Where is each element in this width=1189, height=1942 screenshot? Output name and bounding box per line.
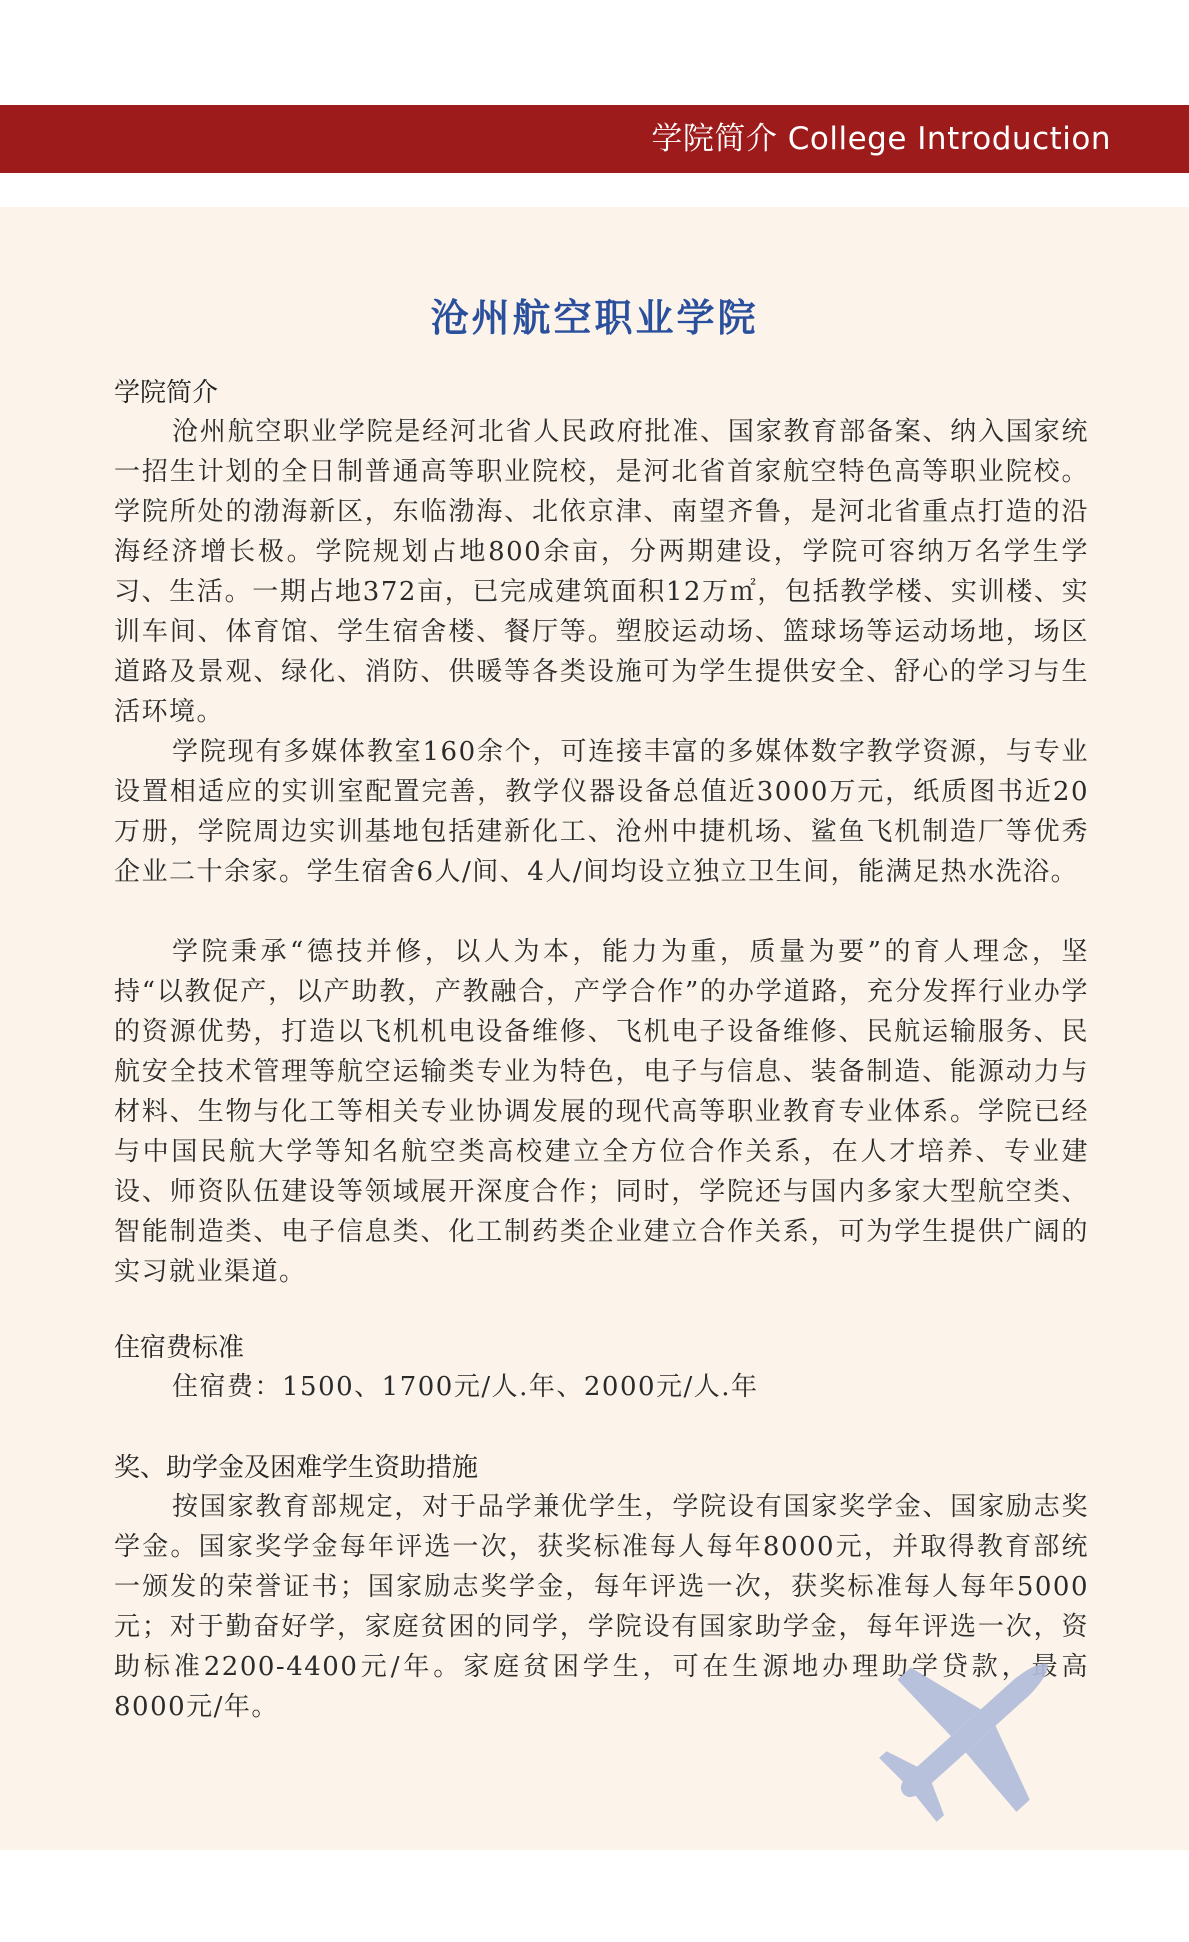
intro-paragraph-2: 学院现有多媒体教室160余个，可连接丰富的多媒体数字教学资源，与专业设置相适应的实训室配置完善，教学仪器设备总值近3000万元，纸质图书近20万册，学院周边实训基地包括建新化工、沧州中捷机场、鲨鱼飞机制造厂等优秀企业二十余家。学生宿舍6人/间、4人/间均设立独立卫生间，能满足热水洗浴。 (114, 737, 1089, 887)
intro-paragraph-1: 沧州航空职业学院是经河北省人民政府批准、国家教育部备案、纳入国家统一招生计划的全日制普通高等职业院校，是河北省首家航空特色高等职业院校。学院所处的渤海新区，东临渤海、北依京津、南望齐鲁，是河北省重点打造的沿海经济增长极。学院规划占地800余亩，分两期建设，学院可容纳万名学生学习、生活。一期占地372亩，已完成建筑面积12万㎡，包括教学楼、实训楼、实训车间、体育馆、学生宿舍楼、餐厅等。塑胶运动场、篮球场等运动场地，场区道路及景观、绿化、消防、供暖等各类设施可为学生提供安全、舒心的学习与生活环境。 (114, 417, 1089, 727)
airplane-icon (862, 1638, 1080, 1828)
accommodation-heading: 住宿费标准 (114, 1333, 245, 1363)
content-panel (0, 207, 1189, 1850)
page-title: 沧州航空职业学院 (430, 295, 759, 340)
header-bar (0, 105, 1189, 173)
intro-paragraph-3: 学院秉承“德技并修，以人为本，能力为重，质量为要”的育人理念，坚持“以教促产，以产助教，产教融合，产学合作”的办学道路，充分发挥行业办学的资源优势，打造以飞机机电设备维修、飞机电子设备维修、民航运输服务、民航安全技术管理等航空运输类专业为特色，电子与信息、装备制造、能源动力与材料、生物与化工等相关专业协调发展的现代高等职业教育专业体系。学院已经与中国民航大学等知名航空类高校建立全方位合作关系，在人才培养、专业建设、师资队伍建设等领域展开深度合作；同时，学院还与国内多家大型航空类、智能制造类、电子信息类、化工制药类企业建立合作关系，可为学生提供广阔的实习就业渠道。 (114, 937, 1089, 1287)
accommodation-fee-text: 住宿费：1500、1700元/人.年、2000元/人.年 (172, 1372, 759, 1402)
scholarship-heading: 奖、助学金及困难学生资助措施 (114, 1453, 479, 1483)
scholarship-text: 按国家教育部规定，对于品学兼优学生，学院设有国家奖学金、国家励志奖学金。国家奖学金每年评选一次，获奖标准每人每年8000元，并取得教育部统一颁发的荣誉证书；国家励志奖学金，每年评选一次，获奖标准每人每年5000元；对于勤奋好学，家庭贫困的同学，学院设有国家助学金，每年评选一次，资助标准2200-4400元/年。家庭贫困学生，可在生源地办理助学贷款，最高8000元/年。 (114, 1492, 1089, 1722)
intro-heading: 学院简介 (114, 378, 219, 408)
header-section-title: 学院简介 College Introduction (651, 121, 1111, 157)
